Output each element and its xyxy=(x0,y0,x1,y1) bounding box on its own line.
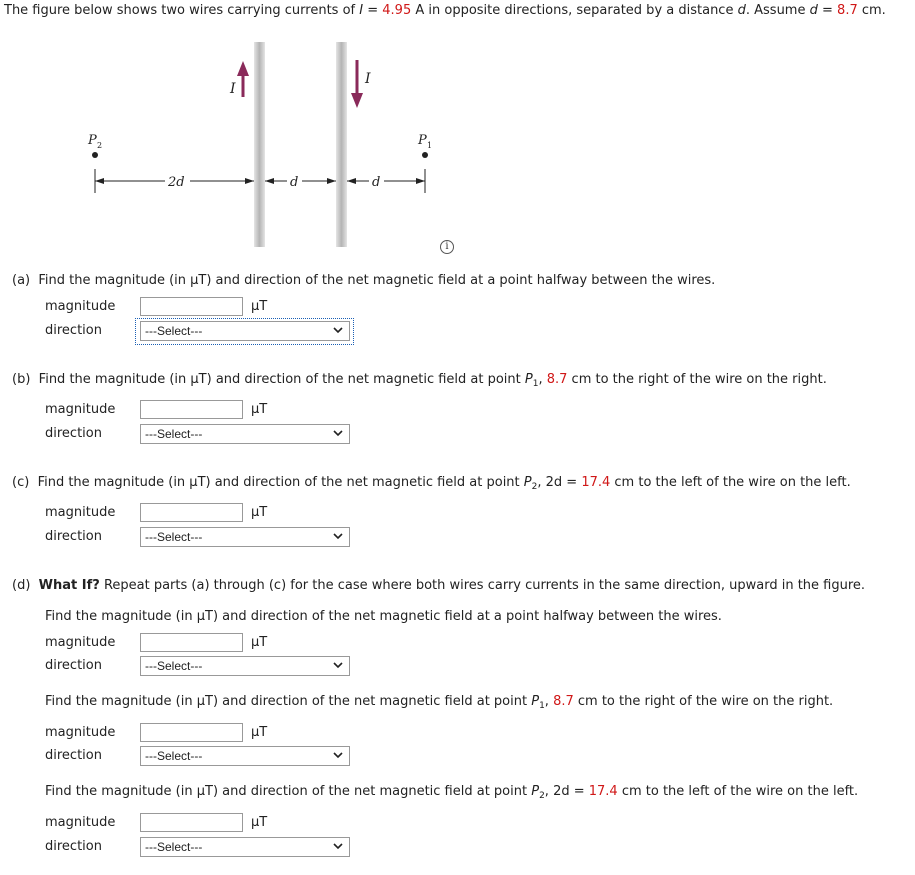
part-c-magnitude-input[interactable] xyxy=(140,503,243,522)
dim-d1: d xyxy=(290,175,299,190)
part-d1-unit: µT xyxy=(251,635,268,650)
part-a-question: (a) Find the magnitude (in µT) and direction of the net magnetic field at a point halfway between the wires. xyxy=(12,273,716,288)
part-d1-direction-label: direction xyxy=(45,658,102,673)
part-d1-magnitude-input[interactable] xyxy=(140,633,243,652)
current-arrow-down xyxy=(351,60,363,108)
point-p2-label: P xyxy=(88,133,97,148)
part-d2-direction-select[interactable] xyxy=(140,746,350,766)
part-c-question: (c) Find the magnitude (in µT) and direction of the net magnetic field at point $P_2$, 2d = 17.4 cm to the left of the wire on the left. xyxy=(12,475,851,492)
chevron-down-icon xyxy=(333,751,343,759)
point-p2 xyxy=(92,152,98,158)
part-c-direction-select[interactable] xyxy=(140,527,350,547)
part-a-magnitude-input[interactable] xyxy=(140,297,243,316)
chevron-down-icon xyxy=(333,532,343,540)
point-p1 xyxy=(422,152,428,158)
dim-2d: 2d xyxy=(168,175,185,190)
point-p1-sub: 1 xyxy=(427,141,433,150)
part-c-unit: µT xyxy=(251,505,268,520)
part-a-direction-select[interactable] xyxy=(140,321,350,341)
chevron-down-icon xyxy=(333,661,343,669)
part-d3-direction-select[interactable] xyxy=(140,837,350,857)
part-d-q1: Find the magnitude (in µT) and direction of the net magnetic field at a point halfway between the wires. xyxy=(45,609,722,624)
intro-text: The figure below shows two wires carrying currents of I = 4.95 A in opposite directions, separated by a distance d. Assume d = 8.7 cm. xyxy=(4,3,886,18)
part-d-q3: Find the magnitude (in µT) and direction of the net magnetic field at point $P_2$, 2d = 17.4 cm to the left of the wire on the left. xyxy=(45,784,859,801)
part-d1-magnitude-label: magnitude xyxy=(45,635,116,650)
select-value: ---Select--- xyxy=(145,749,203,763)
part-c-magnitude-label: magnitude xyxy=(45,505,116,520)
part-a-direction-label: direction xyxy=(45,323,102,338)
part-d2-magnitude-input[interactable] xyxy=(140,723,243,742)
select-value: ---Select--- xyxy=(145,324,203,338)
chevron-down-icon xyxy=(333,842,343,850)
part-d-q2: Find the magnitude (in µT) and direction of the net magnetic field at point $P_1$, 8.7 cm to the right of the wire on the right. xyxy=(45,694,834,711)
part-b-question: (b) Find the magnitude (in µT) and direction of the net magnetic field at point $P_1$, 8.7 cm to the right of the wire on the right. xyxy=(12,372,827,389)
current-label-left: I xyxy=(230,81,236,97)
current-arrow-up xyxy=(237,61,249,97)
part-d2-magnitude-label: magnitude xyxy=(45,725,116,740)
dim-d2: d xyxy=(372,175,381,190)
info-icon[interactable]: i xyxy=(440,240,454,254)
part-b-direction-label: direction xyxy=(45,426,102,441)
wires-figure xyxy=(0,0,915,260)
left-wire xyxy=(254,42,265,247)
part-d3-magnitude-input[interactable] xyxy=(140,813,243,832)
point-p1-label: P xyxy=(418,133,427,148)
point-p2-sub: 2 xyxy=(97,141,103,150)
part-b-magnitude-label: magnitude xyxy=(45,402,116,417)
part-b-magnitude-input[interactable] xyxy=(140,400,243,419)
part-a-unit: µT xyxy=(251,299,268,314)
part-c-direction-label: direction xyxy=(45,529,102,544)
part-b-direction-select[interactable] xyxy=(140,424,350,444)
part-d-intro: (d) What If? Repeat parts (a) through (c) for the case where both wires carry currents in the same direction, upward in the figure. xyxy=(12,578,866,593)
select-value: ---Select--- xyxy=(145,840,203,854)
part-d3-magnitude-label: magnitude xyxy=(45,815,116,830)
chevron-down-icon xyxy=(333,326,343,334)
part-d2-unit: µT xyxy=(251,725,268,740)
right-wire xyxy=(336,42,347,247)
select-value: ---Select--- xyxy=(145,427,203,441)
part-d2-direction-label: direction xyxy=(45,748,102,763)
current-label-right: I xyxy=(365,71,371,87)
select-value: ---Select--- xyxy=(145,659,203,673)
select-value: ---Select--- xyxy=(145,530,203,544)
part-d1-direction-select[interactable] xyxy=(140,656,350,676)
part-d3-unit: µT xyxy=(251,815,268,830)
part-d3-direction-label: direction xyxy=(45,839,102,854)
part-b-unit: µT xyxy=(251,402,268,417)
chevron-down-icon xyxy=(333,429,343,437)
part-a-magnitude-label: magnitude xyxy=(45,299,116,314)
